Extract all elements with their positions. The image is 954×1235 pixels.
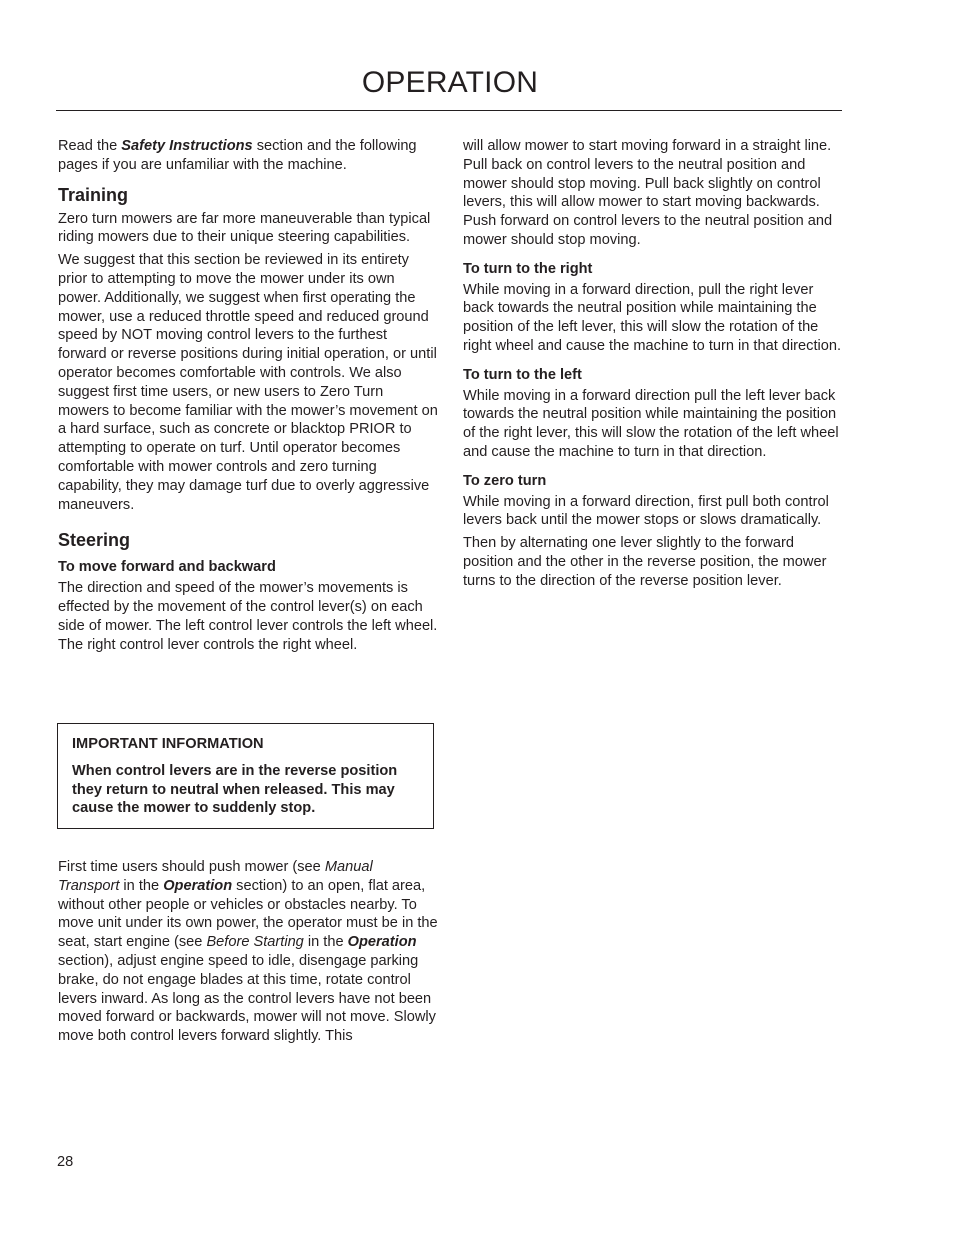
forward-backward-paragraph: The direction and speed of the mower’s movements is effected by the movement of the control lever(s) on each side of mower. The left control lever controls the left wheel. The right control lever controls the right wheel. [58, 580, 438, 653]
first-time-text-2: in the [119, 877, 164, 894]
notice-body: When control levers are in the reverse position they return to neutral when released. This may cause the mower to suddenly stop. [72, 762, 398, 817]
manual-transport-reference: Manual Transport [58, 859, 373, 894]
page-number: 28 [57, 1154, 74, 1170]
left-column [58, 137, 438, 658]
intro-paragraph [58, 137, 438, 175]
left-column-continued [58, 858, 438, 1050]
notice-heading: IMPORTANT INFORMATION [72, 736, 264, 752]
zero-turn-paragraph-2: Then by alternating one lever slightly to the forward position and the other in the reverse position, the mower turns to the direction of the reverse position lever. [463, 535, 827, 589]
right-column [463, 137, 847, 595]
zero-turn-heading: To zero turn [463, 472, 547, 489]
steering-heading: Steering [58, 530, 131, 551]
zero-turn-paragraph-1: While moving in a forward direction, first pull both control levers back until the mower stops or slows dramatically. [463, 493, 829, 529]
first-time-text-4: in the [303, 934, 348, 951]
first-time-text-3: section) to an open, flat area, without other people or vehicles or obstacles nearby. To move unit under its own power, the operator must be in the seat, start engine (see [58, 877, 438, 951]
intro-text-end: section and the following pages if you are unfamiliar with the machine. [58, 138, 417, 173]
training-paragraph-1: Zero turn mowers are far more maneuverable than typical riding mowers due to their unique steering capabilities. [58, 210, 431, 246]
first-time-text-1: First time users should push mower (see [58, 859, 325, 875]
forward-backward-heading: To move forward and backward [58, 559, 276, 576]
title-divider [56, 110, 842, 111]
turn-right-heading: To turn to the right [463, 260, 593, 277]
important-information-box [57, 723, 434, 829]
page-title: OPERATION [361, 66, 539, 99]
training-paragraph-2: We suggest that this section be reviewed in its entirety prior to attempting to move the mower under its own power. Additionally, we suggest when first operating the mower, use a reduced throttle speed and reduced ground speed by NOT moving control levers to the furthest forward or reverse positions during initial operation, or until operator becomes comfortable with controls. We also suggest first time users, or new users to Zero Turn mowers to become familiar with the mower’s movement on a hard surface, such as concrete or blacktop PRIOR to attempting to operate on turf. Until operator becomes comfortable with mower controls and zero turning capability, they may damage turf due to overly aggressive maneuvers. [58, 252, 438, 513]
safety-instructions-reference: Safety Instructions [121, 138, 253, 154]
intro-text: Read the [58, 138, 122, 154]
turn-left-paragraph: While moving in a forward direction pull the left lever back towards the neutral position while maintaining the position of the right lever, this will slow the rotation of the left wheel and cause the machine to turn in that direction. [463, 387, 839, 460]
operation-reference: Operation [163, 877, 233, 894]
first-time-text-5: section), adjust engine speed to idle, disengage parking brake, do not engage blades at this time, rotate control levers inward. As long as the control levers have not been moved forward or backwards, mower will not move. Slowly move both control levers forward slightly. This [58, 952, 436, 1045]
continuation-paragraph: will allow mower to start moving forward in a straight line. Pull back on control levers to the neutral position and mower should stop moving. Pull back slightly on control levers, this will allow mower to start moving backwards. Push forward on control levers to the neutral position and mower should stop moving. [463, 138, 833, 248]
before-starting-reference: Before Starting [206, 934, 304, 951]
training-heading: Training [58, 184, 129, 205]
operation-reference-2: Operation [347, 934, 417, 951]
turn-left-heading: To turn to the left [463, 366, 582, 383]
turn-right-paragraph: While moving in a forward direction, pull the right lever back towards the neutral position while maintaining the position of the left lever, this will slow the rotation of the right wheel and cause the machine to turn in that direction. [463, 281, 842, 354]
first-time-users-paragraph [58, 858, 438, 1046]
